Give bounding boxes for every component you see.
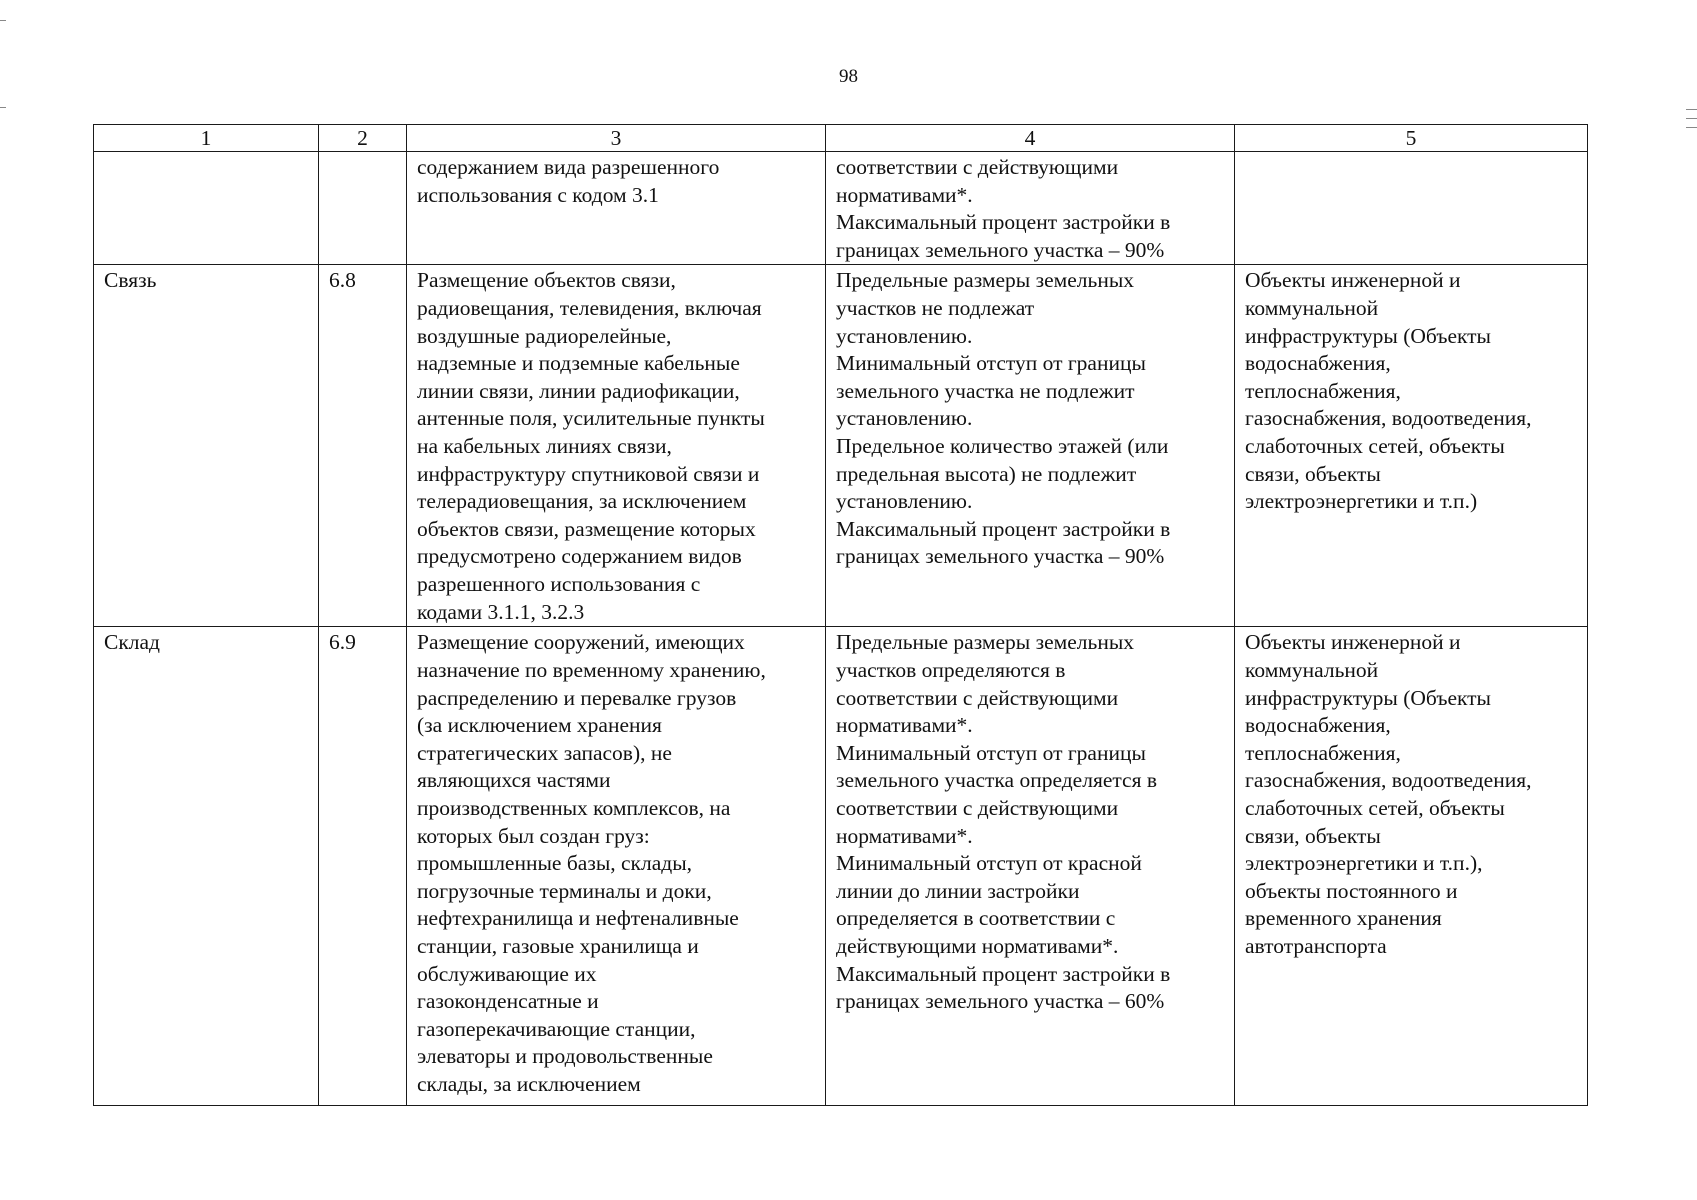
- parameters-cell: Предельные размеры земельных участков определяются в соответствии с действующими нормативами*. Минимальный отступ от границы земельного участка определяется в соответствии с действующими нормативами*. Минимальный отступ от красной линии до линии застройки определяется в соответствии с действующими нормативами*. Максимальный процент застройки в границах земельного участка – 60%: [826, 627, 1235, 1106]
- use-code-cell: [319, 152, 407, 265]
- edge-mark: [1686, 109, 1697, 110]
- auxiliary-uses-cell: Объекты инженерной и коммунальной инфраструктуры (Объекты водоснабжения, теплоснабжения, газоснабжения, водоотведения, слаботочных сетей, объекты связи, объекты электроэнергетики и т.п.): [1235, 265, 1588, 627]
- page-number: 98: [839, 66, 858, 87]
- edge-mark: [1686, 127, 1697, 128]
- table-row: [94, 152, 1588, 265]
- use-code-cell: 6.8: [319, 265, 407, 627]
- use-name-cell: [94, 152, 319, 265]
- use-description-cell: Размещение сооружений, имеющих назначение по временному хранению, распределению и перевалке грузов (за исключением хранения стратегических запасов), не являющихся частями производственных комплексов, на которых был создан груз: промышленные базы, склады, погрузочные терминалы и доки, нефтехранилища и нефтеналивные станции, газовые хранилища и обслуживающие их газоконденсатные и газоперекачивающие станции, элеваторы и продовольственные склады, за исключением: [407, 627, 826, 1106]
- parameters-cell: Предельные размеры земельных участков не подлежат установлению. Минимальный отступ от границы земельного участка не подлежит установлению. Предельное количество этажей (или предельная высота) не подлежит установлению. Максимальный процент застройки в границах земельного участка – 90%: [826, 265, 1235, 627]
- use-name-cell: Связь: [94, 265, 319, 627]
- table-row: [94, 627, 1588, 1106]
- column-header-3: 3: [407, 125, 826, 152]
- table-row: [94, 265, 1588, 627]
- edge-mark: [0, 107, 6, 108]
- parameters-cell: соответствии с действующими нормативами*. Максимальный процент застройки в границах земельного участка – 90%: [826, 152, 1235, 265]
- auxiliary-uses-cell: [1235, 152, 1588, 265]
- use-name-cell: Склад: [94, 627, 319, 1106]
- column-header-2: 2: [319, 125, 407, 152]
- column-header-5: 5: [1235, 125, 1588, 152]
- column-header-1: 1: [94, 125, 319, 152]
- column-header-4: 4: [826, 125, 1235, 152]
- auxiliary-uses-cell: Объекты инженерной и коммунальной инфраструктуры (Объекты водоснабжения, теплоснабжения, газоснабжения, водоотведения, слаботочных сетей, объекты связи, объекты электроэнергетики и т.п.), объекты постоянного и временного хранения автотранспорта: [1235, 627, 1588, 1106]
- use-code-cell: 6.9: [319, 627, 407, 1106]
- edge-mark: [0, 20, 6, 21]
- land-use-table: [93, 124, 1588, 1106]
- use-description-cell: Размещение объектов связи, радиовещания, телевидения, включая воздушные радиорелейные, надземные и подземные кабельные линии связи, линии радиофикации, антенные поля, усилительные пункты на кабельных линиях связи, инфраструктуру спутниковой связи и телерадиовещания, за исключением объектов связи, размещение которых предусмотрено содержанием видов разрешенного использования с кодами 3.1.1, 3.2.3: [407, 265, 826, 627]
- header-row: [94, 125, 1588, 152]
- use-description-cell: содержанием вида разрешенного использования с кодом 3.1: [407, 152, 826, 265]
- edge-mark: [1686, 118, 1697, 119]
